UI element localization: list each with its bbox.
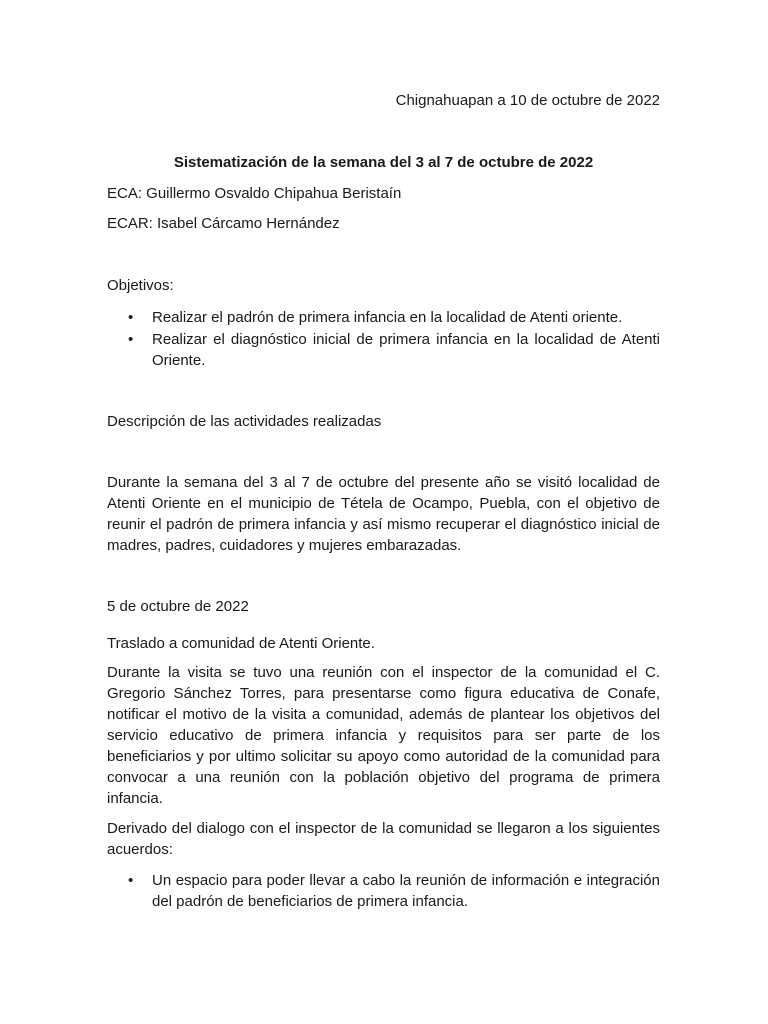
activities-heading: Descripción de las actividades realizadas bbox=[107, 413, 382, 430]
transfer-line: Traslado a comunidad de Atenti Oriente. bbox=[107, 635, 375, 652]
eca-line: ECA: Guillermo Osvaldo Chipahua Beristaín bbox=[107, 185, 402, 202]
agreement-text: Un espacio para poder llevar a cabo la reunión de información e integración del padrón de beneficiarios de primera infancia. bbox=[152, 872, 660, 910]
agreements-intro: Derivado del dialogo con el inspector de la comunidad se llegaron a los siguientes acuerdos: bbox=[107, 820, 660, 858]
document-title: Sistematización de la semana del 3 al 7 de octubre de 2022 bbox=[173, 154, 594, 171]
intro-paragraph: Durante la semana del 3 al 7 de octubre del presente año se visitó localidad de Atenti Oriente en el municipio de Tétela de Ocampo, Puebla, con el objetivo de reunir el padrón de primera infancia y así mismo recuperar el diagnóstico inicial de madres, padres, cuidadores y mujeres embarazadas. bbox=[107, 474, 660, 554]
ecar-line: ECAR: Isabel Cárcamo Hernández bbox=[107, 215, 340, 232]
bullet-icon: • bbox=[128, 309, 134, 326]
bullet-icon: • bbox=[128, 872, 134, 889]
objective-item bbox=[128, 307, 660, 328]
bullet-icon: • bbox=[128, 331, 134, 348]
objective-item bbox=[128, 329, 660, 371]
place-date: Chignahuapan a 10 de octubre de 2022 bbox=[395, 92, 660, 109]
objective-text: Realizar el diagnóstico inicial de primera infancia en la localidad de Atenti Oriente. bbox=[152, 331, 660, 369]
agreement-item bbox=[128, 870, 660, 912]
objective-text: Realizar el padrón de primera infancia en la localidad de Atenti oriente. bbox=[152, 309, 623, 326]
date-heading: 5 de octubre de 2022 bbox=[107, 598, 249, 615]
objectives-heading: Objetivos: bbox=[107, 277, 174, 294]
visit-paragraph: Durante la visita se tuvo una reunión con el inspector de la comunidad el C. Gregorio Sánchez Torres, para presentarse como figura educativa de Conafe, notificar el motivo de la visita a comunidad, además de plantear los objetivos del servicio educativo de primera infancia y requisitos para ser parte de los beneficiarios y por ultimo solicitar su apoyo como autoridad de la comunidad para convocar a una reunión con la población objetivo del programa de primera infancia. bbox=[107, 664, 660, 807]
